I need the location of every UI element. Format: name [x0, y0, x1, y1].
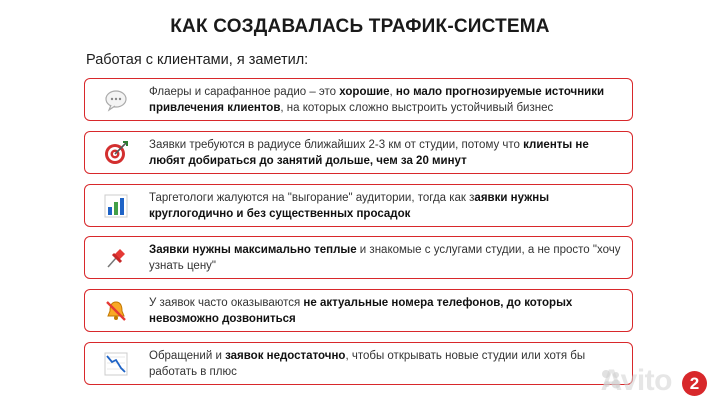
observation-text-bold: аявки нужны круглогодично и без существенных просадок — [149, 192, 550, 220]
target-icon — [103, 140, 129, 166]
observation-text — [149, 296, 622, 327]
bar-chart-icon — [103, 193, 129, 219]
observation-text — [149, 85, 622, 116]
observation-text-part: Заявки требуются в радиусе ближайших 2-3 км от студии, — [149, 139, 462, 151]
observation-text — [149, 191, 622, 222]
observation-text-part: и знакомые с услугами студии, а не просто "хочу узнать цену" — [149, 244, 621, 272]
observation-text-part: Таргетологи жалуются на "выгорание" аудитории, тогда как з — [149, 192, 475, 204]
observation-card — [84, 78, 633, 121]
observation-card — [84, 131, 633, 174]
observation-card — [84, 236, 633, 279]
chat-bubble-icon — [103, 87, 129, 113]
observation-text-bold: не актуальные номера телефонов, до которых невозможно дозвониться — [149, 297, 573, 325]
page-number-badge: 2 — [682, 371, 707, 396]
observation-text — [149, 138, 622, 169]
observation-text-part: потому что — [461, 139, 524, 151]
observation-text — [149, 243, 622, 274]
observation-text-bold: но мало прогнозируемые источники привлечения клиентов — [149, 86, 605, 114]
muted-bell-icon — [103, 298, 129, 324]
pushpin-icon — [103, 245, 129, 271]
observation-text-part: , — [389, 86, 396, 98]
observation-text-part: , на которых сложно выстроить устойчивый бизнес — [280, 101, 554, 114]
observation-card — [84, 289, 633, 332]
observation-text-bold: хорошие — [339, 86, 390, 98]
observation-card — [84, 184, 633, 227]
observation-text-bold: заявок недостаточно — [225, 350, 346, 362]
observation-text-part: Обращений и — [149, 350, 226, 362]
observation-text-part: У заявок часто оказываются — [149, 297, 304, 309]
page-title: КАК СОЗДАВАЛАСЬ ТРАФИК-СИСТЕМА — [170, 16, 550, 37]
observation-card — [84, 342, 633, 385]
observation-text-bold: клиенты не любят добираться до занятий дольше, чем за 20 минут — [149, 139, 589, 167]
declining-chart-icon — [103, 351, 129, 377]
observation-text — [149, 349, 622, 380]
watermark: Avito — [600, 364, 672, 397]
observation-text-part: Флаеры и сарафанное радио – это — [149, 86, 340, 98]
subtitle: Работая с клиентами, я заметил: — [86, 52, 309, 68]
observation-text-bold: Заявки нужны максимально теплые — [149, 244, 357, 256]
observation-text-part: , чтобы открывать новые студии или хотя бы работать в плюс — [149, 350, 586, 378]
